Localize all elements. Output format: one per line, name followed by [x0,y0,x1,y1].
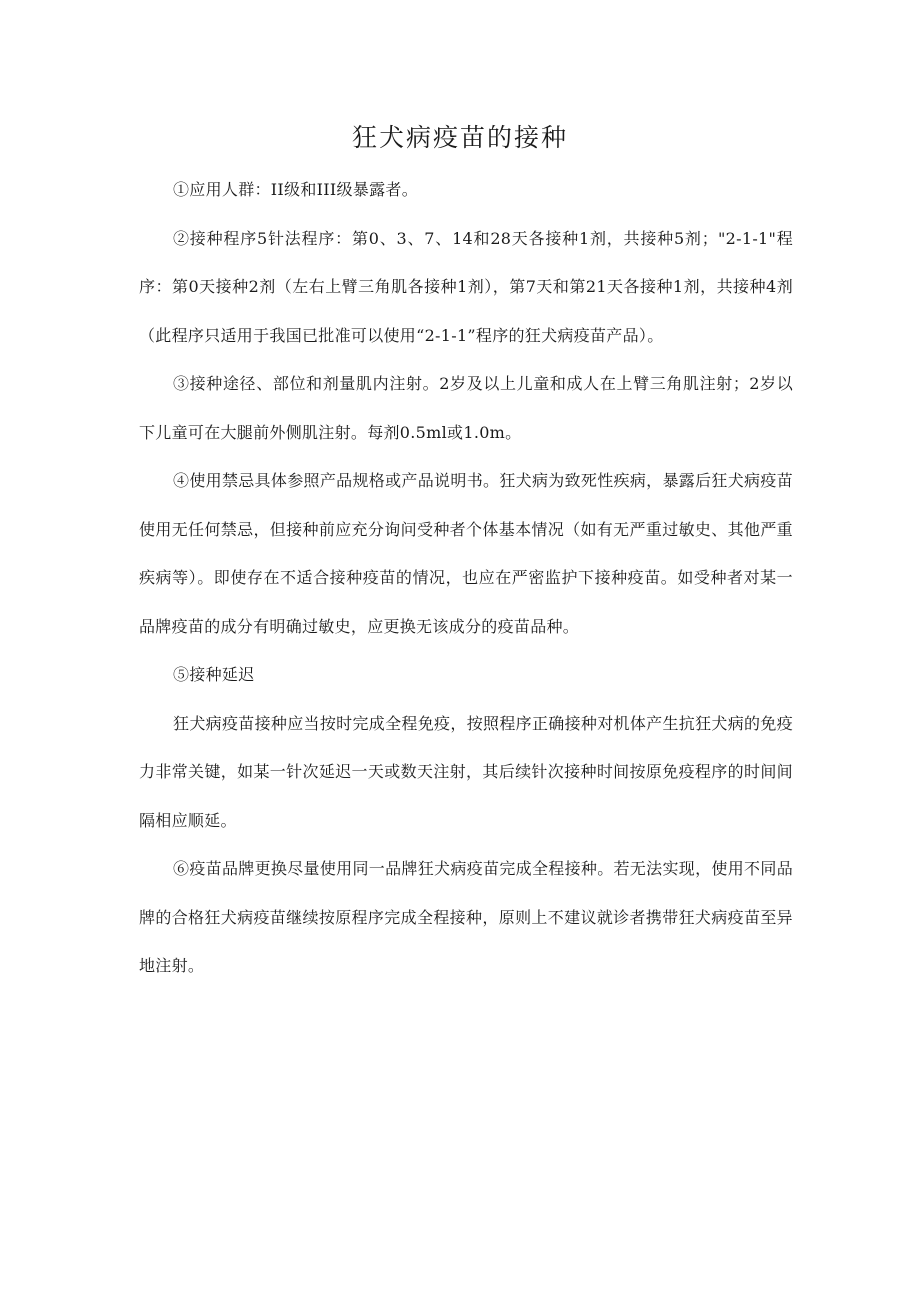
paragraph-brand-change: ⑥疫苗品牌更换尽量使用同一品牌狂犬病疫苗完成全程接种。若无法实现，使用不同品牌的合格狂犬病疫苗继续按原程序完成全程接种，原则上不建议就诊者携带狂犬病疫苗至异地注射。 [139,859,793,975]
paragraph-delay-heading: ⑤接种延迟 [173,665,255,684]
paragraph-route-site-dose: ③接种途径、部位和剂量肌内注射。2岁及以上儿童和成人在上臂三角肌注射；2岁以下儿童可在大腿前外侧肌注射。每剂0.5ml或1.0m。 [139,374,793,442]
document-title: 狂犬病疫苗的接种 [351,123,568,152]
paragraph-target-population: ①应用人群：II级和III级暴露者。 [173,180,419,199]
paragraph-vaccination-schedule: ②接种程序5针法程序：第0、3、7、14和28天各接种1剂，共接种5剂；"2-1-1"程序：第0天接种2剂（左右上臂三角肌各接种1剂），第7天和第21天各接种1剂，共接种4剂（此程序只适用于我国已批准可以使用“2-1-1”程序的狂犬病疫苗产品）。 [139,228,793,345]
paragraph-delay-details: 狂犬病疫苗接种应当按时完成全程免疫，按照程序正确接种对机体产生抗狂犬病的免疫力非常关键，如某一针次延迟一天或数天注射，其后续针次接种时间按原免疫程序的时间间隔相应顺延。 [139,713,793,830]
document-body [139,166,793,991]
paragraph-contraindications: ④使用禁忌具体参照产品规格或产品说明书。狂犬病为致死性疾病，暴露后狂犬病疫苗使用无任何禁忌，但接种前应充分询问受种者个体基本情况（如有无严重过敏史、其他严重疾病等）。即使存在不适合接种疫苗的情况，也应在严密监护下接种疫苗。如受种者对某一品牌疫苗的成分有明确过敏史，应更换无该成分的疫苗品种。 [139,471,793,636]
